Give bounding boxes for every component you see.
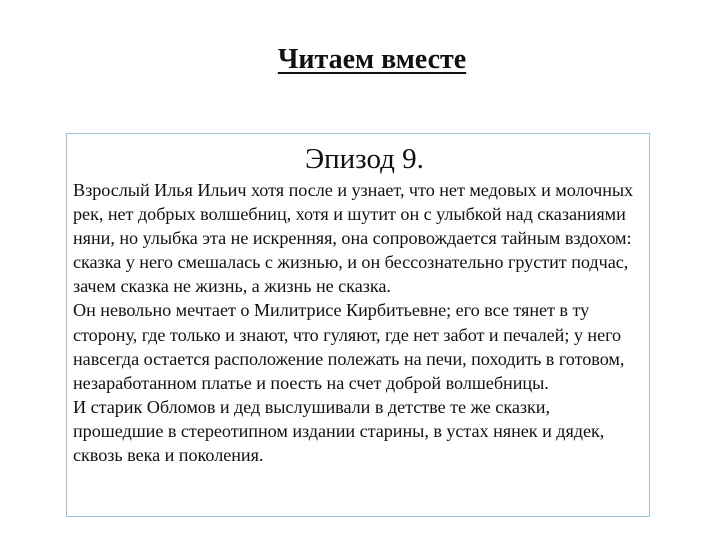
episode-paragraph-3: И старик Обломов и дед выслушивали в детстве те же сказки, прошедшие в стереотипном издании старины, в устах нянек и дядек, сквозь века и поколения.: [73, 396, 605, 466]
slide-title: Читаем вместе: [277, 44, 467, 75]
episode-text-box: [66, 133, 650, 517]
episode-heading: Эпизод 9.: [305, 143, 424, 175]
episode-paragraph-2: Он невольно мечтает о Милитрисе Кирбитьевне; его все тянет в ту сторону, где только и знают, что гуляют, где нет забот и печалей; у него навсегда остается расположение полежать на печи, походить в готовом, незаработанном платье и поесть на счет доброй волшебницы.: [73, 300, 625, 393]
episode-paragraph-1: Взрослый Илья Ильич хотя после и узнает, что нет медовых и молочных рек, нет добрых волшебниц, хотя и шутит он с улыбкой над сказаниями няни, но улыбка эта не искренняя, она сопровождается тайным вздохом: сказка у него смешалась с жизнью, и он бессознательно грустит подчас, зачем сказка не жизнь, а жизнь не сказка.: [73, 180, 634, 297]
